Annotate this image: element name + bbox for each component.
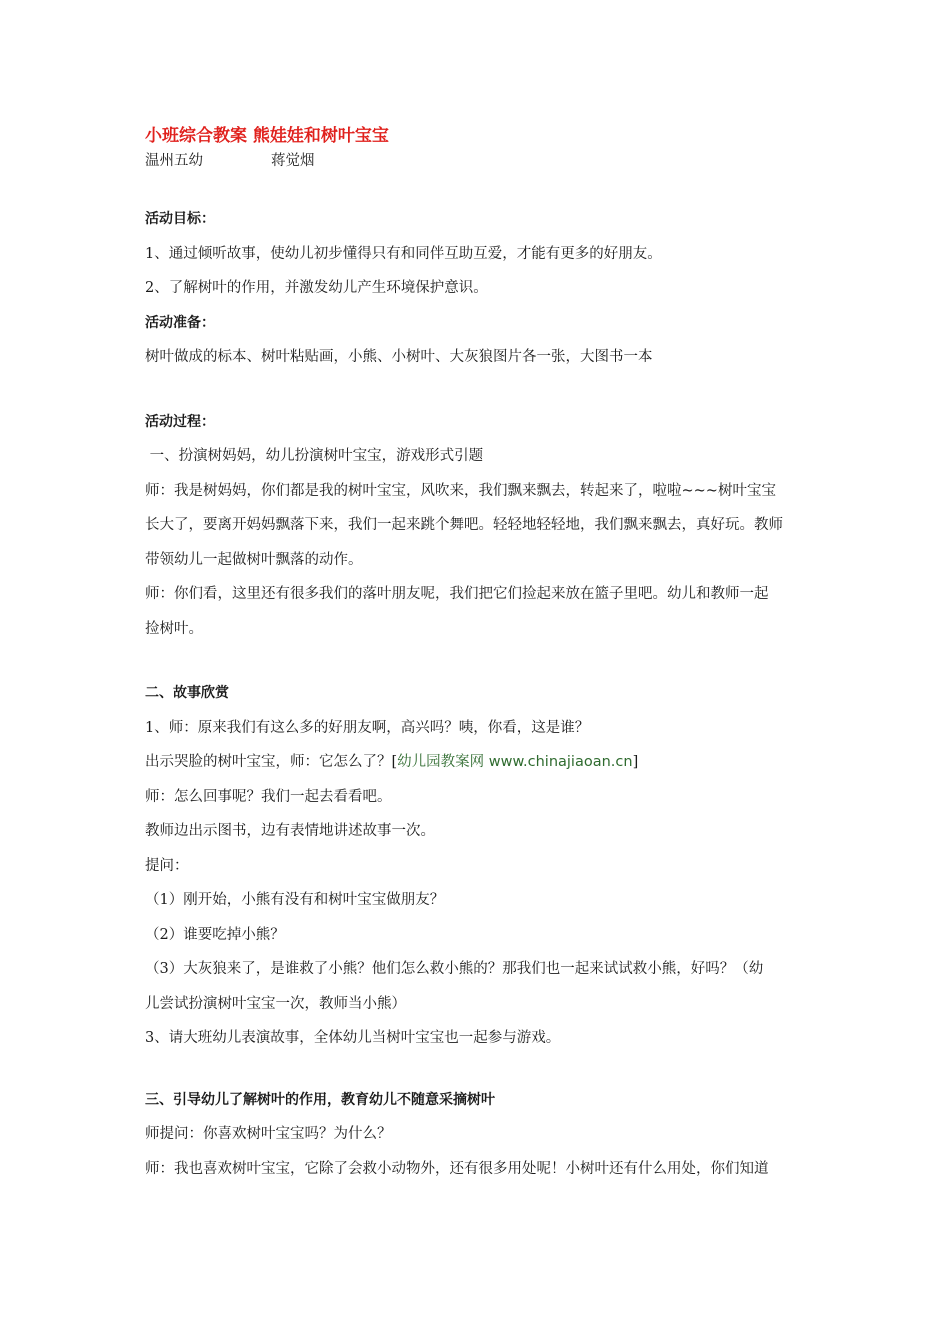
preparation-heading: 活动准备： xyxy=(145,314,215,331)
part1-line: 长大了，要离开妈妈飘落下来，我们一起来跳个舞吧。轻轻地轻轻地，我们飘来飘去，真好玩。教师 xyxy=(145,517,783,533)
preparation-text: 树叶做成的标本、树叶粘贴画，小熊、小树叶、大灰狼图片各一张，大图书一本 xyxy=(145,349,653,365)
source-link-url[interactable]: www.chinajiaoan.cn xyxy=(488,754,633,770)
question-item-cont: 儿尝试扮演树叶宝宝一次，教师当小熊） xyxy=(145,995,406,1012)
part2-line: 提问： xyxy=(145,857,189,874)
question-item: （2）谁要吃掉小熊？ xyxy=(145,926,285,943)
school-name: 温州五幼 xyxy=(145,153,203,169)
goals-heading: 活动目标： xyxy=(145,211,215,227)
source-link-text[interactable]: 幼儿园教案网 xyxy=(397,754,489,770)
part2-line: 1、师：原来我们有这么多的好朋友啊，高兴吗？咦，你看，这是谁？ xyxy=(145,719,590,736)
document-title: 小班综合教案 熊娃娃和树叶宝宝 xyxy=(145,126,389,146)
spacer xyxy=(145,375,810,405)
spacer xyxy=(145,1056,810,1083)
link-open-bracket: [ xyxy=(391,754,398,770)
part1-line: 捡树叶。 xyxy=(145,620,203,637)
part1-line: 师：你们看，这里还有很多我们的落叶朋友呢，我们把它们捡起来放在篮子里吧。幼儿和教师一起 xyxy=(145,586,769,602)
part3-line: 师：我也喜欢树叶宝宝，它除了会救小动物外，还有很多用处呢！小树叶还有什么用处，你们知道 xyxy=(145,1160,769,1177)
part3-heading: 三、引导幼儿了解树叶的作用，教育幼儿不随意采摘树叶 xyxy=(145,1091,495,1108)
author-line xyxy=(145,150,810,172)
part2-line-prefix: 出示哭脸的树叶宝宝，师：它怎么了？ xyxy=(145,754,392,770)
author-name: 蒋觉烟 xyxy=(271,153,315,169)
link-close-bracket: ] xyxy=(632,754,639,770)
goal-item: 1、通过倾听故事，使幼儿初步懂得只有和同伴互助互爱，才能有更多的好朋友。 xyxy=(145,245,662,262)
part1-title: 一、扮演树妈妈，幼儿扮演树叶宝宝，游戏形式引题 xyxy=(145,448,484,464)
part2-line: 师：怎么回事呢？我们一起去看看吧。 xyxy=(145,788,392,805)
spacer xyxy=(145,172,810,202)
part2-heading: 二、故事欣赏 xyxy=(145,685,229,701)
part1-line: 带领幼儿一起做树叶飘落的动作。 xyxy=(145,551,363,568)
part2-line: 教师边出示图书，边有表情地讲述故事一次。 xyxy=(145,823,435,839)
part3-line: 师提问：你喜欢树叶宝宝吗？为什么？ xyxy=(145,1126,392,1142)
process-heading: 活动过程： xyxy=(145,413,215,430)
spacer xyxy=(145,646,810,676)
part2-line-with-link xyxy=(145,745,810,780)
goal-item: 2、了解树叶的作用，并激发幼儿产生环境保护意识。 xyxy=(145,280,488,296)
part2-line: 3、请大班幼儿表演故事，全体幼儿当树叶宝宝也一起参与游戏。 xyxy=(145,1030,561,1046)
question-item: （1）刚开始，小熊有没有和树叶宝宝做朋友？ xyxy=(145,892,445,908)
lesson-plan-document xyxy=(145,122,810,1186)
part1-line: 师：我是树妈妈，你们都是我的树叶宝宝，风吹来，我们飘来飘去，转起来了，啦啦~~~树叶宝宝 xyxy=(145,482,776,499)
question-item: （3）大灰狼来了，是谁救了小熊？他们怎么救小熊的？那我们也一起来试试救小熊，好吗？（幼 xyxy=(145,961,764,977)
